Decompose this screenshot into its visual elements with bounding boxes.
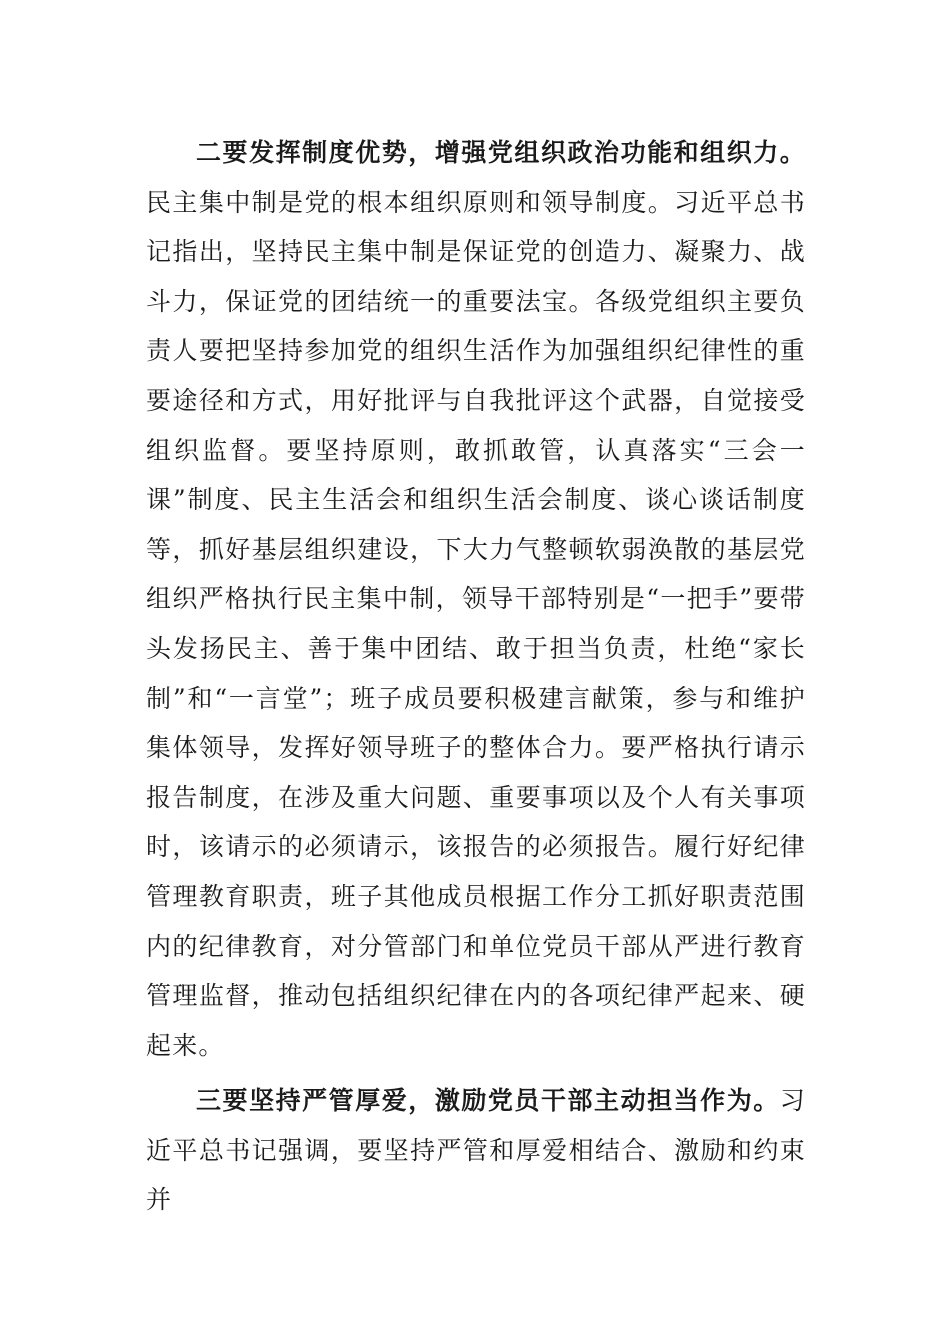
paragraph-institutional-advantage: [146, 128, 806, 1070]
paragraph-strict-management: [146, 1076, 806, 1225]
document-body: [146, 128, 806, 1225]
paragraph-text: 民主集中制是党的根本组织原则和领导制度。习近平总书记指出，坚持民主集中制是保证党的创造力、凝聚力、战斗力，保证党的团结统一的重要法宝。各级党组织主要负责人要把坚持参加党的组织生活作为加强组织纪律性的重要途径和方式，用好批评与自我批评这个武器，自觉接受组织监督。要坚持原则，敢抓敢管，认真落实“三会一课”制度、民主生活会和组织生活会制度、谈心谈话制度等，抓好基层组织建设，下大力气整顿软弱涣散的基层党组织严格执行民主集中制，领导干部特别是“一把手”要带头发扬民主、善于集中团结、敢于担当负责，杜绝“家长制”和“一言堂”；班子成员要积极建言献策，参与和维护集体领导，发挥好领导班子的整体合力。要严格执行请示报告制度，在涉及重大问题、重要事项以及个人有关事项时，该请示的必须请示，该报告的必须报告。履行好纪律管理教育职责，班子其他成员根据工作分工抓好职责范围内的纪律教育，对分管部门和单位党员干部从严进行教育管理监督，推动包括组织纪律在内的各项纪律严起来、硬起来。: [146, 187, 806, 1060]
paragraph-text: 习近平总书记强调，要坚持严管和厚爱相结合、激励和约束并: [146, 1086, 806, 1215]
paragraph-heading: 二要发挥制度优势，增强党组织政治功能和组织力。: [196, 138, 806, 167]
paragraph-heading: 三要坚持严管厚爱，激励党员干部主动担当作为。: [196, 1086, 780, 1116]
